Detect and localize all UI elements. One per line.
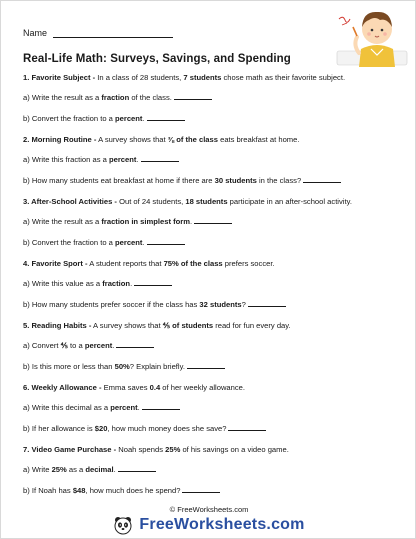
question-3-prompt [23,197,393,207]
part-text: a) Write [23,465,52,474]
question-text: ⅜ of the class [167,135,218,144]
part-text: ? [241,300,246,309]
question-title: 4. Favorite Sport - [23,259,88,268]
part-text: . [142,114,145,123]
question-title: 5. Reading Habits - [23,321,92,330]
question-6-part-b [23,424,393,434]
part-text: b) How many students eat breakfast at home if there are [23,176,215,185]
part-text: b) Is this more or less than [23,362,115,371]
question-text: ⅘ of students [162,321,214,330]
question-4-part-b [23,300,393,310]
answer-blank[interactable] [147,238,185,245]
question-text: eats breakfast at home. [217,135,300,144]
part-text: percent [115,238,143,247]
answer-blank[interactable] [118,465,156,472]
question-1-prompt [23,73,393,83]
question-text: Noah spends [116,445,166,454]
question-text: of her weekly allowance. [160,383,246,392]
answer-blank[interactable] [228,424,266,431]
question-2-prompt [23,135,393,145]
question-title: 7. Video Game Purchase - [23,445,117,454]
part-text: of the class. [129,93,172,102]
answer-blank[interactable] [141,155,179,162]
part-text: a) Write the result as a [23,217,102,226]
question-2-part-a [23,155,393,165]
part-text: b) If Noah has [23,486,73,495]
question-title: 1. Favorite Subject - [23,73,96,82]
question-text: read for fun every day. [213,321,291,330]
footer-brand [1,515,416,535]
questions-list [23,73,393,507]
question-2-part-b [23,176,393,186]
part-text: decimal [85,465,114,474]
part-text: ⅘ [60,341,68,350]
question-text: prefers soccer. [222,259,275,268]
question-6-prompt [23,383,393,393]
question-title: 3. After-School Activities - [23,197,117,206]
question-5-part-a [23,341,393,351]
name-field-line[interactable] [53,29,173,38]
answer-blank[interactable] [194,217,232,224]
question-text: Emma saves [101,383,150,392]
part-text: percent [110,403,138,412]
answer-blank[interactable] [142,403,180,410]
part-text: fraction [102,279,131,288]
question-text: A survey shows that [96,135,168,144]
part-text: , how much money does she save? [107,424,227,433]
part-text: percent [108,155,137,164]
question-4-prompt [23,259,393,269]
part-text: . [130,279,133,288]
question-5-part-b [23,362,393,372]
part-text: b) Convert the fraction to a [23,114,116,123]
brand-name[interactable]: FreeWorksheets.com [139,516,305,533]
part-text: as a [66,465,86,474]
part-text: 50% [114,362,130,371]
question-title: 2. Morning Routine - [23,135,97,144]
question-3-part-a [23,217,393,227]
part-text: a) Write this decimal as a [23,403,111,412]
part-text: b) If her allowance is [23,424,95,433]
worksheet-title: Real-Life Math: Surveys, Savings, and Spending [23,53,291,65]
name-label: Name [23,28,48,38]
part-text: fraction [101,93,130,102]
answer-blank[interactable] [187,362,225,369]
footer-copyright: © FreeWorksheets.com [169,505,249,514]
part-text: fraction in simplest form [101,217,190,226]
part-text: a) Write the result as a [23,93,102,102]
question-text: participate in an after-school activity. [227,197,352,206]
part-text: . [112,341,115,350]
question-text: 75% of the class [163,259,223,268]
answer-blank[interactable] [147,114,185,121]
part-text: b) Convert the fraction to a [23,238,116,247]
part-text: $20 [94,424,108,433]
part-text: , how much does he spend? [85,486,181,495]
question-4-part-a [23,279,393,289]
part-text: b) How many students prefer soccer if the class has [23,300,200,309]
part-text: 25% [51,465,67,474]
question-3-part-b [23,238,393,248]
part-text: . [189,217,193,226]
part-text: . [137,403,140,412]
part-text: . [142,238,145,247]
part-text: 30 students [214,176,257,185]
part-text: a) Convert [23,341,61,350]
question-text: 25% [165,445,181,454]
panda-icon [113,515,133,535]
question-text: chose math as their favorite subject. [221,73,346,82]
answer-blank[interactable] [174,93,212,100]
question-5-prompt [23,321,393,331]
part-text: 32 students [199,300,242,309]
question-text: A student reports that [87,259,164,268]
boy-writing-icon [335,5,409,67]
question-1-part-a [23,93,393,103]
question-text: 18 students [185,197,228,206]
name-row [23,28,173,38]
part-text: percent [115,114,143,123]
question-6-part-a [23,403,393,413]
question-text: of his savings on a video game. [180,445,289,454]
question-text: In a class of 28 students, [95,73,184,82]
part-text: to a [67,341,85,350]
question-text: 7 students [183,73,222,82]
question-7-part-b [23,486,393,496]
question-text: Out of 24 students, [116,197,186,206]
answer-blank[interactable] [248,300,286,307]
question-text: A survey shows that [91,321,163,330]
question-7-part-a [23,465,393,475]
answer-blank[interactable] [116,341,154,348]
answer-blank[interactable] [182,486,220,493]
question-text: 0.4 [149,383,161,392]
question-7-prompt [23,445,393,455]
question-title: 6. Weekly Allowance - [23,383,102,392]
part-text: a) Write this value as a [23,279,103,288]
part-text: percent [84,341,113,350]
part-text: . [136,155,139,164]
part-text: $48 [72,486,86,495]
part-text: . [113,465,116,474]
answer-blank[interactable] [303,176,341,183]
question-1-part-b [23,114,393,124]
part-text: ? Explain briefly. [129,362,185,371]
answer-blank[interactable] [134,279,172,286]
part-text: a) Write this fraction as a [23,155,109,164]
part-text: in the class? [256,176,302,185]
